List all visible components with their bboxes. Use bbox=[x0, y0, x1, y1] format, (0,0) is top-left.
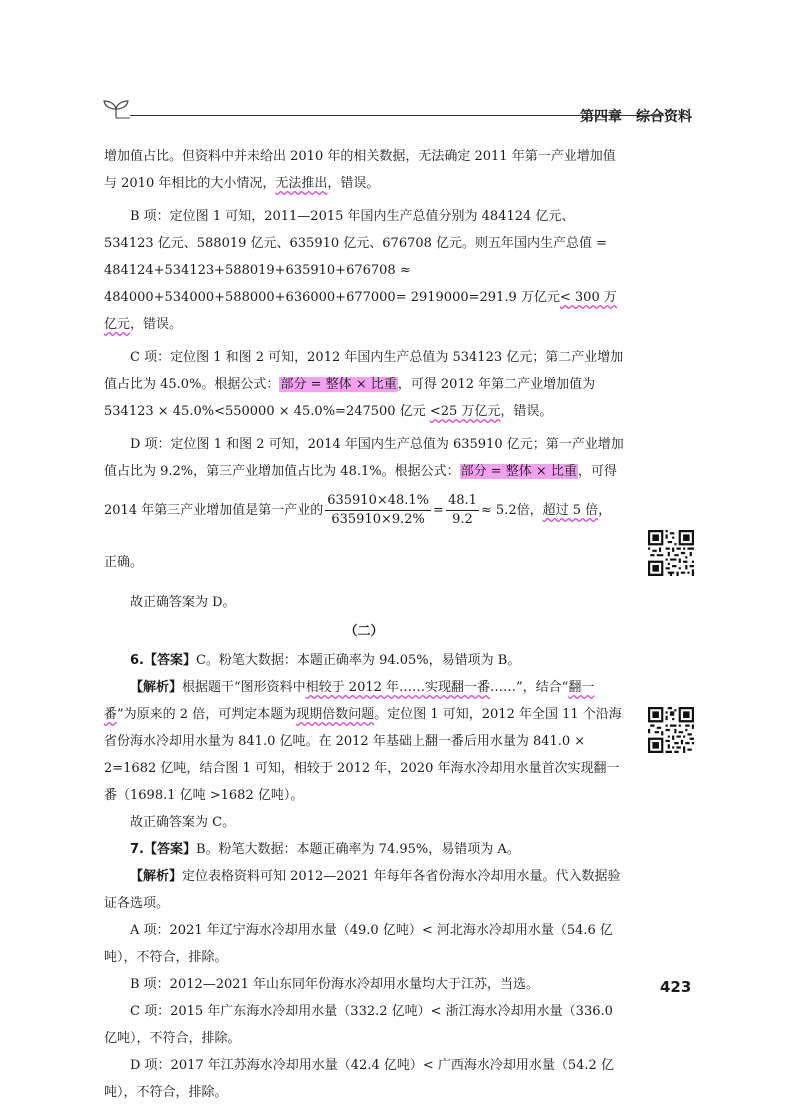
wavy-mark: 相较于 2012 年……实现翻一番 bbox=[305, 680, 491, 695]
wavy-mark: 超过 5 倍 bbox=[542, 503, 599, 518]
question-6-answer: 6.【答案】C。粉笔大数据：本题正确率为 94.05%，易错项为 B。 bbox=[130, 653, 521, 668]
wavy-mark: 现期倍数问题 bbox=[296, 707, 375, 722]
page-number: 423 bbox=[660, 978, 692, 996]
wavy-mark: < 300 万亿元 bbox=[104, 290, 617, 332]
option-b-paragraph: B 项：2012—2021 年山东同年份海水冷却用水量均大于江苏，当选。 bbox=[130, 977, 539, 992]
option-d-formula: 2014 年第三产业增加值是第一产业的 $\frac{635910\times 48.1\%}{635910\times 9.2\%}$ = $\frac{48.1}{9.2}$ ≈ 5.2倍，超过 5 倍，正确。 bbox=[104, 493, 612, 570]
option-d-paragraph: D 项：定位图 1 和图 2 可知，2014 年国内生产总值为 635910 亿元；第一产业增加值占比为 9.2%，第三产业增加值占比为 48.1%。根据公式：部分 = 整体 × 比重，可得 bbox=[104, 437, 624, 479]
question-7-analysis: 【解析】定位表格资料可知 2012—2021 年每年各省份海水冷却用水量。代入数据验证各选项。 bbox=[104, 869, 621, 911]
sprout-icon bbox=[102, 98, 130, 120]
question-6-analysis: 【解析】根据题干“图形资料中相较于 2012 年……实现翻一番……”，结合“翻一番”为原来的 2 倍，可判定本题为现期倍数问题。定位图 1 可知，2012 年全国 11 个沿海省份海水冷却用水量为 841.0 亿吨。在 2012 年基础上翻一番后用水量为 841.0 × 2=1682 亿吨，结合图 1 可知，相较于 2012 年，2020 年海水冷却用水量首次实现翻一番（1698.1 亿吨 >1682 亿吨）。 bbox=[104, 680, 622, 803]
qr-code-icon[interactable] bbox=[648, 530, 694, 576]
question-7-answer: 7.【答案】B。粉笔大数据：本题正确率为 74.95%，易错项为 A。 bbox=[130, 842, 520, 857]
wavy-mark: 翻一番 bbox=[104, 680, 595, 722]
option-c-paragraph: C 项：2015 年广东海水冷却用水量（332.2 亿吨）< 浙江海水冷却用水量（336.0 亿吨），不符合，排除。 bbox=[104, 1004, 613, 1046]
wavy-mark: <25 万亿元 bbox=[429, 404, 501, 419]
chapter-title: 第四章 综合资料 bbox=[580, 109, 692, 125]
wavy-mark: 无法推出 bbox=[275, 176, 328, 191]
answer-line: 故正确答案为 C。 bbox=[130, 815, 236, 830]
paragraph-p1: 增加值占比。但资料中并未给出 2010 年的相关数据，无法确定 2011 年第一产业增加值与 2010 年相比的大小情况，无法推出，错误。 bbox=[104, 149, 616, 191]
option-a-paragraph: A 项：2021 年辽宁海水冷却用水量（49.0 亿吨）< 河北海水冷却用水量（54.6 亿吨），不符合，排除。 bbox=[104, 923, 613, 965]
answer-line: 故正确答案为 D。 bbox=[130, 595, 236, 610]
option-c-paragraph: C 项：定位图 1 和图 2 可知，2012 年国内生产总值为 534123 亿元；第二产业增加值占比为 45.0%。根据公式：部分 = 整体 × 比重，可得 2012 年第二产业增加值为 534123 × 45.0%<550000 × 45.0%=247500 亿元 <25 万亿元，错误。 bbox=[104, 350, 624, 419]
fraction: $\frac{635910\times 48.1\%}{635910\times 9.2\%}$ bbox=[327, 493, 430, 527]
option-d-paragraph: D 项：2017 年江苏海水冷却用水量（42.4 亿吨）< 广西海水冷却用水量（54.2 亿吨），不符合，排除。 bbox=[104, 1058, 614, 1100]
page-content bbox=[104, 143, 624, 1106]
option-b-paragraph: B 项：定位图 1 可知，2011—2015 年国内生产总值分别为 484124 亿元、534123 亿元、588019 亿元、635910 亿元、676708 亿元。则五年国内生产总值 = 484124+534123+588019+635910+676708 ≈ 484000+534000+588000+636000+677000= 2919000=291.9 万亿元< 300 万亿元，错误。 bbox=[104, 209, 617, 332]
section-heading: （二） bbox=[344, 624, 384, 639]
formula-highlight: 部分 = 整体 × 比重 bbox=[460, 464, 577, 479]
qr-code-icon[interactable] bbox=[648, 707, 694, 753]
fraction: $\frac{48.1}{9.2}$ bbox=[447, 493, 477, 527]
page-header bbox=[102, 98, 694, 128]
formula-highlight: 部分 = 整体 × 比重 bbox=[280, 377, 397, 392]
